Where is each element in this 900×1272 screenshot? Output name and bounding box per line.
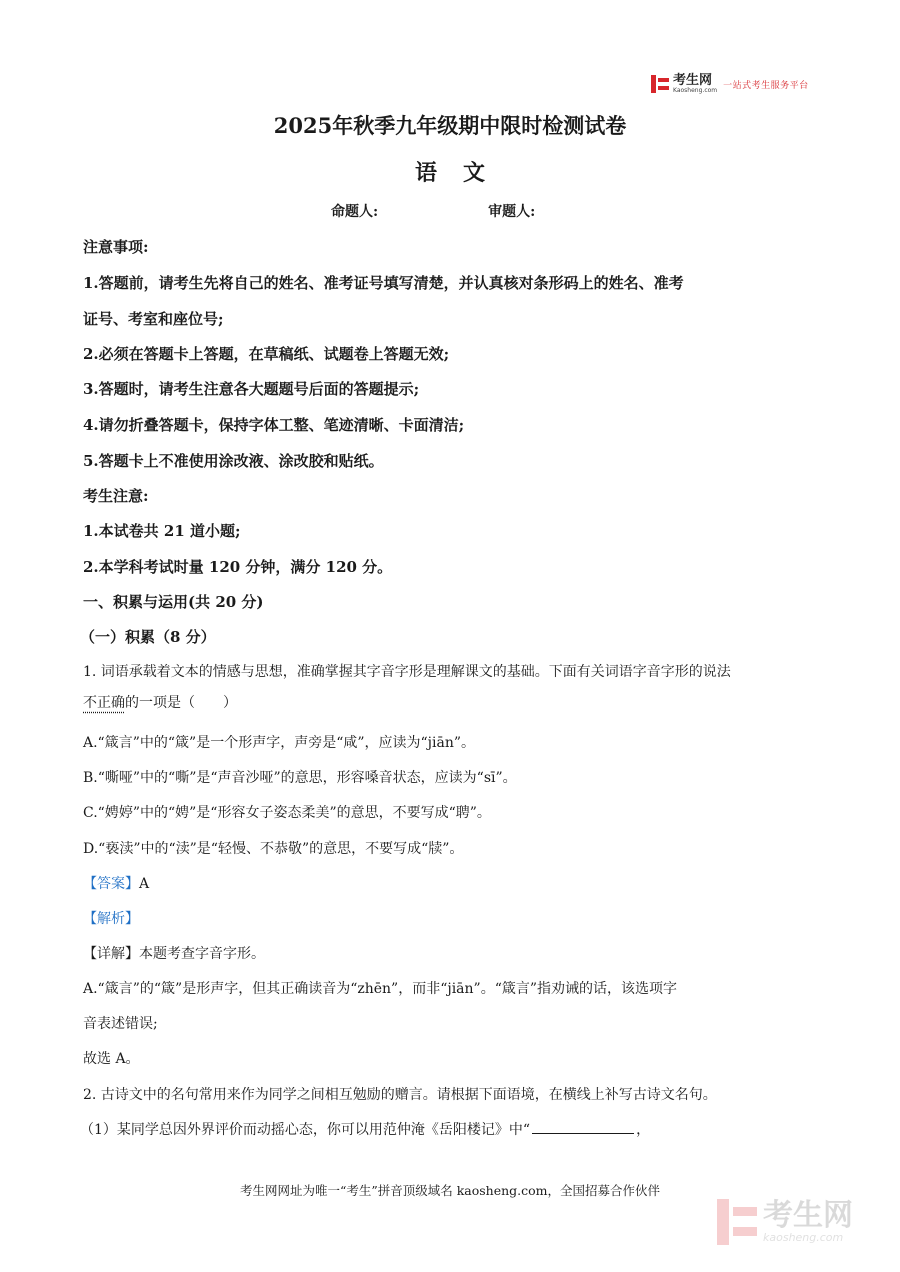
- q2-sub-1: [80, 1119, 650, 1139]
- q2-sub-1-text: （1）某同学总因外界评价而动摇心态，你可以用范仲淹《岳阳楼记》中“: [80, 1122, 531, 1138]
- detail-text: 本题考查字音字形。: [139, 946, 265, 962]
- q1-explain-line-2: 音表述错误;: [83, 1016, 158, 1032]
- candidate-item-2: 2.本学科考试时量 120 分钟，满分 120 分。: [83, 558, 393, 576]
- notes-item-3: 3.答题时，请考生注意各大题题号后面的答题提示;: [83, 380, 420, 398]
- logo-name: 考生网: [673, 72, 713, 88]
- watermark-name: 考生网: [763, 1197, 853, 1233]
- logo-slogan: 一站式考生服务平台: [723, 80, 809, 91]
- watermark-text: [763, 1197, 853, 1244]
- exam-authors: [331, 201, 535, 221]
- author-label: 命题人:: [331, 204, 379, 220]
- watermark: [717, 1199, 853, 1245]
- q1-option-a: A.“箴言”中的“箴”是一个形声字，声旁是“咸”，应读为“jiān”。: [83, 735, 475, 751]
- kaosheng-logo-icon: [651, 75, 669, 93]
- reviewer-label: 审题人:: [488, 204, 536, 220]
- q2-stem: 2. 古诗文中的名句常用来作为同学之间相互勉励的赠言。请根据下面语境，在横线上补写古诗文名句。: [83, 1087, 717, 1103]
- answer-value: A: [139, 876, 150, 892]
- notes-item-2: 2.必须在答题卡上答题，在草稿纸、试题卷上答题无效;: [83, 345, 450, 363]
- q1-option-d: D.“亵渎”中的“渎”是“轻慢、不恭敬”的意思，不要写成“牍”。: [83, 841, 464, 857]
- page-footer: 考生网网址为唯一“考生”拼音顶级域名 kaosheng.com，全国招募合作伙伴: [239, 1183, 661, 1198]
- section-1-heading: 一、积累与运用(共 20 分): [83, 593, 264, 611]
- q1-option-c: C.“娉婷”中的“娉”是“形容女子姿态柔美”的意思，不要写成“聘”。: [83, 805, 491, 821]
- notes-item-1-line-1: 1.答题前，请考生先将自己的姓名、准考证号填写清楚，并认真核对条形码上的姓名、准考: [83, 274, 684, 292]
- detail-tag: 【详解】: [83, 946, 139, 962]
- watermark-domain: kaosheng.com: [763, 1230, 844, 1244]
- logo-text: [673, 72, 718, 94]
- section-1-sub-heading: （一）积累（8 分）: [80, 628, 216, 646]
- q1-stem-line-1: 1. 词语承载着文本的情感与思想，准确掌握其字音字形是理解课文的基础。下面有关词语字音字形的说法: [83, 664, 731, 680]
- exam-subject: 语文: [414, 160, 511, 186]
- q1-stem-line-2: [83, 692, 237, 712]
- q1-conclusion: 故选 A。: [83, 1051, 140, 1067]
- q1-detail: [83, 943, 265, 963]
- q1-explain-line-1: A.“箴言”的“箴”是形声字，但其正确读音为“zhēn”，而非“jiān”。“箴言”指劝诫的话，该选项字: [83, 981, 678, 997]
- q2-answer-blank[interactable]: [532, 1132, 634, 1134]
- q1-option-b: B.“嘶哑”中的“嘶”是“声音沙哑”的意思，形容嗓音状态，应读为“sī”。: [83, 770, 517, 786]
- notes-heading: 注意事项:: [83, 238, 149, 256]
- analysis-tag: 【解析】: [83, 911, 139, 927]
- watermark-logo-icon: [717, 1199, 757, 1245]
- exam-title: 2025年秋季九年级期中限时检测试卷: [273, 113, 627, 138]
- logo-domain: Kaosheng.com: [673, 86, 718, 94]
- candidate-item-1: 1.本试卷共 21 道小题;: [83, 522, 241, 540]
- q2-sub-1-after: ，: [636, 1122, 651, 1138]
- notes-item-1-line-2: 证号、考室和座位号;: [83, 310, 224, 328]
- site-logo[interactable]: [651, 72, 809, 96]
- q1-stem-tail: 的一项是（ ）: [125, 695, 237, 711]
- candidate-heading: 考生注意:: [83, 487, 149, 505]
- q1-emphasis: 不正确: [83, 695, 125, 711]
- notes-item-4: 4.请勿折叠答题卡，保持字体工整、笔迹清晰、卡面清洁;: [83, 416, 465, 434]
- q1-answer: [83, 873, 149, 893]
- answer-tag: 【答案】: [83, 876, 139, 892]
- notes-item-5: 5.答题卡上不准使用涂改液、涂改胶和贴纸。: [83, 452, 384, 470]
